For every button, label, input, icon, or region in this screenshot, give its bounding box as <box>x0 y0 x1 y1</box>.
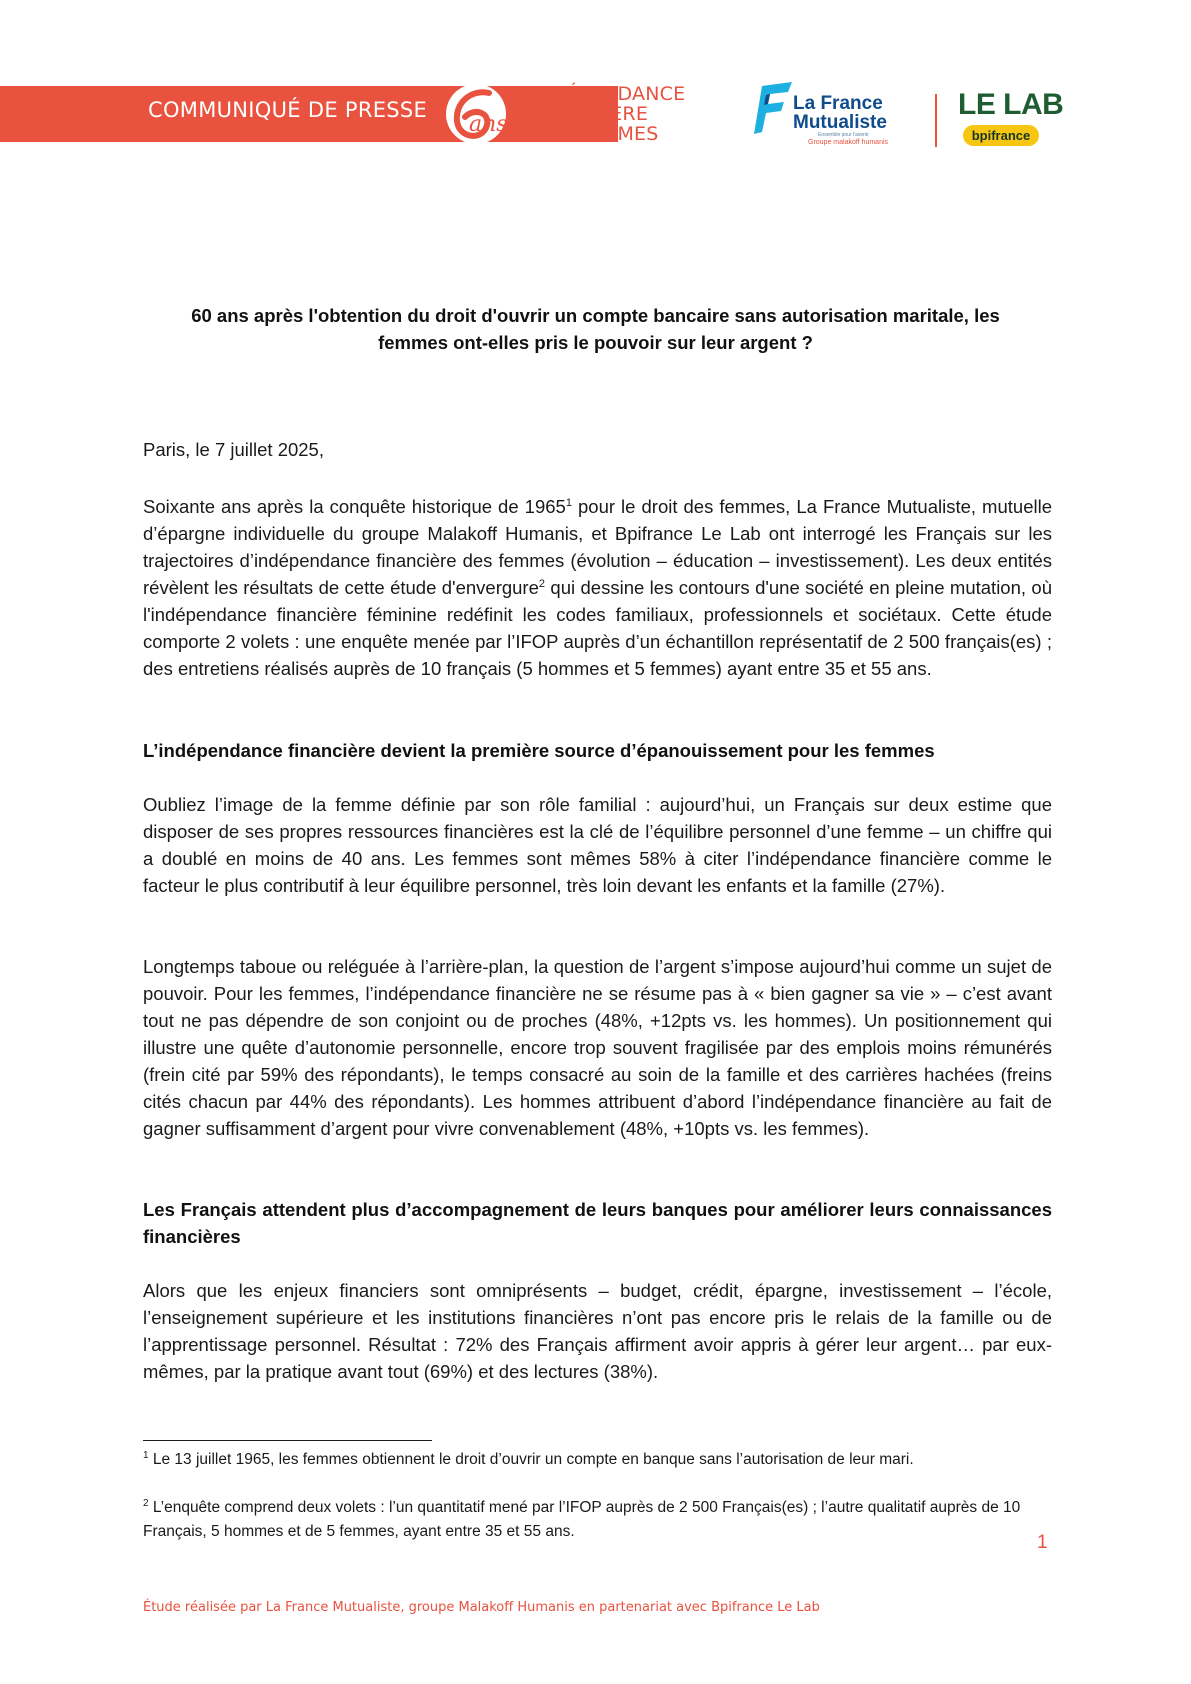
footnote-separator <box>143 1440 432 1441</box>
la-france-mutualiste-wordmark <box>793 94 887 132</box>
footnote-1-text: Le 13 juillet 1965, les femmes obtiennent le droit d’ouvrir un compte en banque sans l’autorisation de leur mari. <box>148 1451 914 1468</box>
ind-title-line-3: DES FEMMES <box>532 123 659 145</box>
section-1-paragraph-2: Longtemps taboue ou reléguée à l’arrière-plan, la question de l’argent s’impose aujourd’hui comme un sujet de pouvoir. Pour les femmes, l’indépendance financière ne se résume pas à « bien gagner sa vie » – c’est avant tout ne pas dépendre de son conjoint ou de proches (48%, +12pts vs. les hommes). Un positionnement qui illustre une quête d’autonomie personnelle, encore trop souvent fragilisée par des emplois moins rémunérés (frein cité par 59% des répondants), le temps consacré au soin de la famille et des carrières hachées (freins cités chacun par 44% des répondants). Les hommes attribuent d’abord l’indépendance financière au fait de gagner suffisamment d’argent pour vivre convenablement (48%, +10pts vs. les femmes). <box>143 956 1052 1139</box>
intro-text-c: qui dessine les contours d'une société en pleine mutation, où l'indépendance financière féminine redéfinit les codes familiaux, professionnels et sociétaux. Cette étude comporte 2 volets : une enquête menée par l’IFOP auprès d’un échantillon représentatif de 2 500 français(es) ; des entretiens réalisés auprès de 10 français (5 hommes et 5 femmes) ayant entre 35 et 55 ans. <box>143 577 1053 679</box>
60-ans-logo-text: ans <box>469 112 508 137</box>
title-line-2: femmes ont-elles pris le pouvoir sur leur argent ? <box>378 332 813 353</box>
footnote-2-number: 2 <box>143 1497 149 1509</box>
section-1-paragraph-1: Oubliez l’image de la femme définie par son rôle familial : aujourd’hui, un Français sur deux estime que disposer de ses propres ressources financières est la clé de l’équilibre personnel d’une femme – un chiffre qui a doublé en moins de 40 ans. Les femmes sont mêmes 58% à citer l’indépendance financière comme le facteur le plus contributif à leur équilibre personnel, très loin devant les enfants et la famille (27%). <box>143 794 1052 896</box>
lfm-tagline: Ensemble pour l'avenir <box>818 132 869 138</box>
dateline: Paris, le 7 juillet 2025, <box>143 439 324 460</box>
lfm-name-line-2: Mutualiste <box>793 112 887 133</box>
ind-title-line-1: INDÉPENDANCE <box>532 83 686 105</box>
lfm-name-line-1: La France <box>793 93 883 114</box>
footnote-1 <box>143 1448 1043 1472</box>
intro-text-a: Soixante ans après la conquête historique de 1965 <box>143 496 566 517</box>
page-footer-credit: Étude réalisée par La France Mutualiste, groupe Malakoff Humanis en partenariat avec Bpifrance Le Lab <box>143 1600 820 1615</box>
ind-title-line-2: FINANCIÈRE <box>532 103 649 125</box>
bpifrance-logo: bpifrance <box>963 125 1039 146</box>
footnote-1-number: 1 <box>143 1449 149 1461</box>
document-title <box>143 302 1048 356</box>
60-ans-logo <box>443 81 539 147</box>
la-france-mutualiste-logo-icon <box>752 80 796 136</box>
page-number: 1 <box>1037 1532 1048 1553</box>
independance-financiere-title <box>532 84 685 144</box>
logo-divider <box>935 94 937 147</box>
le-lab-logo: LE LAB <box>958 88 1064 121</box>
intro-paragraph <box>143 493 1052 682</box>
footnote-ref-1: 1 <box>565 496 572 509</box>
section-heading-1: L’indépendance financière devient la première source d’épanouissement pour les femmes <box>143 740 935 761</box>
lfm-group-label: Groupe malakoff humanis <box>808 139 889 146</box>
section-heading-2: Les Français attendent plus d’accompagnement de leurs banques pour améliorer leurs connaissances financières <box>143 1199 1052 1247</box>
section-2-paragraph-1: Alors que les enjeux financiers sont omniprésents – budget, crédit, épargne, investissement – l’école, l’enseignement supérieure et les institutions financières n’ont pas encore pris le relais de la famille ou de l’apprentissage personnel. Résultat : 72% des Français affirment avoir appris à gérer leur argent… par eux-mêmes, par la pratique avant tout (69%) et des lectures (38%). <box>143 1280 1052 1382</box>
footnote-2 <box>143 1496 1043 1544</box>
title-line-1: 60 ans après l'obtention du droit d'ouvrir un compte bancaire sans autorisation maritale, les <box>191 305 1000 326</box>
footnote-ref-2: 2 <box>538 577 546 590</box>
press-release-label: COMMUNIQUÉ DE PRESSE <box>148 98 428 122</box>
footnote-2-text: L’enquête comprend deux volets : l’un quantitatif mené par l’IFOP auprès de 2 500 Français(es) ; l’autre qualitatif auprès de 10 Français, 5 hommes et de 5 femmes, ayant entre 35 et 55 ans. <box>143 1499 1021 1540</box>
intro-text-b: pour le droit des femmes, La France Mutualiste, mutuelle d’épargne individuelle du groupe Malakoff Humanis, et Bpifrance Le Lab ont interrogé les Français sur les trajectoires d’indépendance financière des femmes (évolution – éducation – investissement). Les deux entités révèlent les résultats de cette étude d'envergure <box>143 496 1052 598</box>
